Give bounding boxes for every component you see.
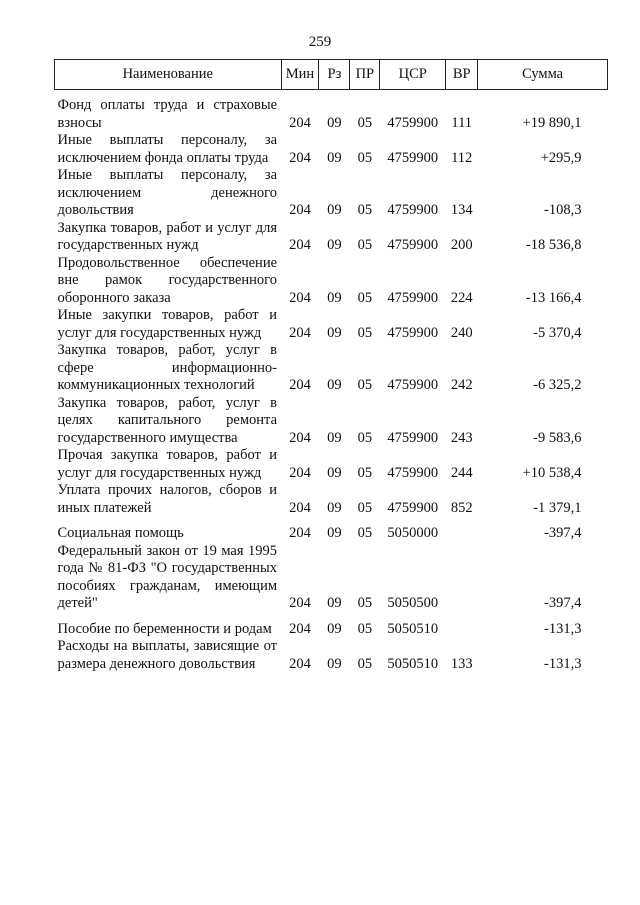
header-pr: ПР xyxy=(350,60,380,90)
cell-rz: 09 xyxy=(327,114,342,131)
cell-csr: 4759900 xyxy=(387,114,439,131)
cell-min: 204 xyxy=(289,237,311,253)
table-row xyxy=(55,395,608,448)
cell-csr: 4759900 xyxy=(387,289,439,306)
cell-vr xyxy=(446,543,478,613)
cell-sum: -131,3 xyxy=(544,620,582,637)
cell-sum: -397,4 xyxy=(544,595,582,611)
cell-vr: 200 xyxy=(450,237,473,253)
cell-rz: 09 xyxy=(327,464,342,481)
cell-sum: +295,9 xyxy=(540,149,582,166)
cell-vr: 111 xyxy=(451,114,473,131)
cell-vr: 243 xyxy=(450,429,473,446)
cell-vr: 244 xyxy=(450,464,473,481)
cell-csr: 4759900 xyxy=(387,464,439,481)
cell-pr: 05 xyxy=(357,464,373,481)
cell-csr: 4759900 xyxy=(387,499,439,516)
cell-name: Прочая закупка товаров, работ и услуг для государственных нужд xyxy=(57,447,278,481)
cell-min: 204 xyxy=(289,114,311,131)
cell-sum: -6 325,2 xyxy=(533,377,582,393)
cell-pr: 05 xyxy=(357,499,373,516)
cell-vr: 852 xyxy=(450,499,473,516)
cell-min: 204 xyxy=(289,377,311,393)
header-vr: ВР xyxy=(446,60,478,90)
cell-rz: 09 xyxy=(327,525,342,541)
cell-rz: 09 xyxy=(327,620,342,637)
cell-vr: 240 xyxy=(450,324,473,341)
page-number: 259 xyxy=(308,34,332,50)
cell-sum: -397,4 xyxy=(544,525,582,541)
header-rz: Рз xyxy=(319,60,350,90)
cell-vr: 134 xyxy=(450,202,473,218)
table-row xyxy=(55,447,608,482)
cell-name: Закупка товаров, работ, услуг в сфере информационно-коммуникационных технологий xyxy=(57,342,278,393)
budget-table xyxy=(54,59,608,673)
header-name: Наименование xyxy=(55,60,282,90)
cell-rz: 09 xyxy=(327,202,342,218)
table-row xyxy=(55,543,608,613)
table-row xyxy=(55,132,608,167)
cell-min: 204 xyxy=(289,429,311,446)
cell-rz: 09 xyxy=(327,149,342,166)
cell-rz: 09 xyxy=(327,289,342,306)
cell-min: 204 xyxy=(289,499,311,516)
cell-name: Расходы на выплаты, зависящие от размера денежного довольствия xyxy=(57,638,278,672)
cell-min: 204 xyxy=(289,149,311,166)
cell-csr: 4759900 xyxy=(387,149,439,166)
table-body xyxy=(55,90,608,674)
table-row xyxy=(55,342,608,395)
cell-name: Закупка товаров, работ, услуг в целях капитального ремонта государственного имущества xyxy=(57,394,278,446)
cell-pr: 05 xyxy=(357,289,373,306)
cell-sum: -131,3 xyxy=(544,655,582,672)
cell-csr: 5050500 xyxy=(387,595,439,611)
table-row xyxy=(55,638,608,673)
table-row xyxy=(55,517,608,543)
cell-rz: 09 xyxy=(327,499,342,516)
cell-sum: -108,3 xyxy=(544,202,582,218)
cell-rz: 09 xyxy=(327,429,342,446)
table-row xyxy=(55,220,608,255)
header-csr: ЦСР xyxy=(380,60,446,90)
cell-min: 204 xyxy=(289,464,311,481)
cell-name: Уплата прочих налогов, сборов и иных платежей xyxy=(57,482,278,516)
cell-csr: 5050000 xyxy=(387,525,439,541)
cell-min: 204 xyxy=(289,655,311,672)
cell-pr: 05 xyxy=(357,114,373,131)
cell-csr: 4759900 xyxy=(387,377,439,393)
cell-sum: -13 166,4 xyxy=(525,289,582,306)
header-sum: Сумма xyxy=(478,60,608,90)
cell-pr: 05 xyxy=(357,525,373,541)
cell-rz: 09 xyxy=(327,595,342,611)
cell-min: 204 xyxy=(289,620,311,637)
cell-min: 204 xyxy=(289,202,311,218)
table-row xyxy=(55,255,608,308)
cell-pr: 05 xyxy=(357,429,373,446)
cell-sum: +10 538,4 xyxy=(522,464,582,481)
cell-vr xyxy=(446,517,478,543)
header-min: Мин xyxy=(281,60,319,90)
table-row xyxy=(55,307,608,342)
cell-sum: -1 379,1 xyxy=(533,499,582,516)
table-row xyxy=(55,482,608,517)
cell-pr: 05 xyxy=(357,620,373,637)
cell-sum: +19 890,1 xyxy=(522,114,582,131)
cell-min: 204 xyxy=(289,324,311,341)
cell-name: Иные выплаты персоналу, за исключением денежного довольствия xyxy=(57,167,278,218)
cell-name: Иные выплаты персоналу, за исключением фонда оплаты труда xyxy=(57,132,278,166)
cell-pr: 05 xyxy=(357,237,373,253)
cell-vr xyxy=(446,613,478,639)
cell-pr: 05 xyxy=(357,149,373,166)
cell-pr: 05 xyxy=(357,202,373,218)
cell-sum: -18 536,8 xyxy=(525,237,582,253)
table-row xyxy=(55,90,608,133)
cell-csr: 5050510 xyxy=(387,655,439,672)
cell-vr: 133 xyxy=(450,655,473,672)
table-header xyxy=(55,60,608,90)
cell-vr: 242 xyxy=(450,377,473,393)
cell-min: 204 xyxy=(289,289,311,306)
cell-min: 204 xyxy=(289,525,311,541)
cell-name: Продовольственное обеспечение вне рамок государственного оборонного заказа xyxy=(57,254,278,306)
cell-min: 204 xyxy=(289,595,311,611)
cell-sum: -5 370,4 xyxy=(533,324,582,341)
cell-name: Пособие по беременности и родам xyxy=(57,620,272,637)
table-row xyxy=(55,167,608,220)
cell-pr: 05 xyxy=(357,595,373,611)
cell-name: Фонд оплаты труда и страховые взносы xyxy=(57,97,278,131)
cell-rz: 09 xyxy=(327,655,342,672)
cell-rz: 09 xyxy=(327,377,342,393)
cell-name: Иные закупки товаров, работ и услуг для государственных нужд xyxy=(57,307,278,341)
cell-csr: 4759900 xyxy=(387,324,439,341)
cell-rz: 09 xyxy=(327,237,342,253)
cell-sum: -9 583,6 xyxy=(533,429,582,446)
cell-pr: 05 xyxy=(357,655,373,672)
cell-csr: 5050510 xyxy=(387,620,439,637)
table-row xyxy=(55,613,608,639)
cell-name: Федеральный закон от 19 мая 1995 года № 81-ФЗ "О государственных пособиях гражданам, имеющим детей" xyxy=(57,542,278,611)
cell-vr: 112 xyxy=(451,149,473,166)
cell-rz: 09 xyxy=(327,324,342,341)
cell-csr: 4759900 xyxy=(387,429,439,446)
cell-csr: 4759900 xyxy=(387,237,439,253)
cell-name: Закупка товаров, работ и услуг для государственных нужд xyxy=(57,219,278,253)
cell-csr: 4759900 xyxy=(387,202,439,218)
cell-name: Социальная помощь xyxy=(57,525,184,541)
cell-pr: 05 xyxy=(357,377,373,393)
cell-vr: 224 xyxy=(450,289,473,306)
cell-pr: 05 xyxy=(357,324,373,341)
